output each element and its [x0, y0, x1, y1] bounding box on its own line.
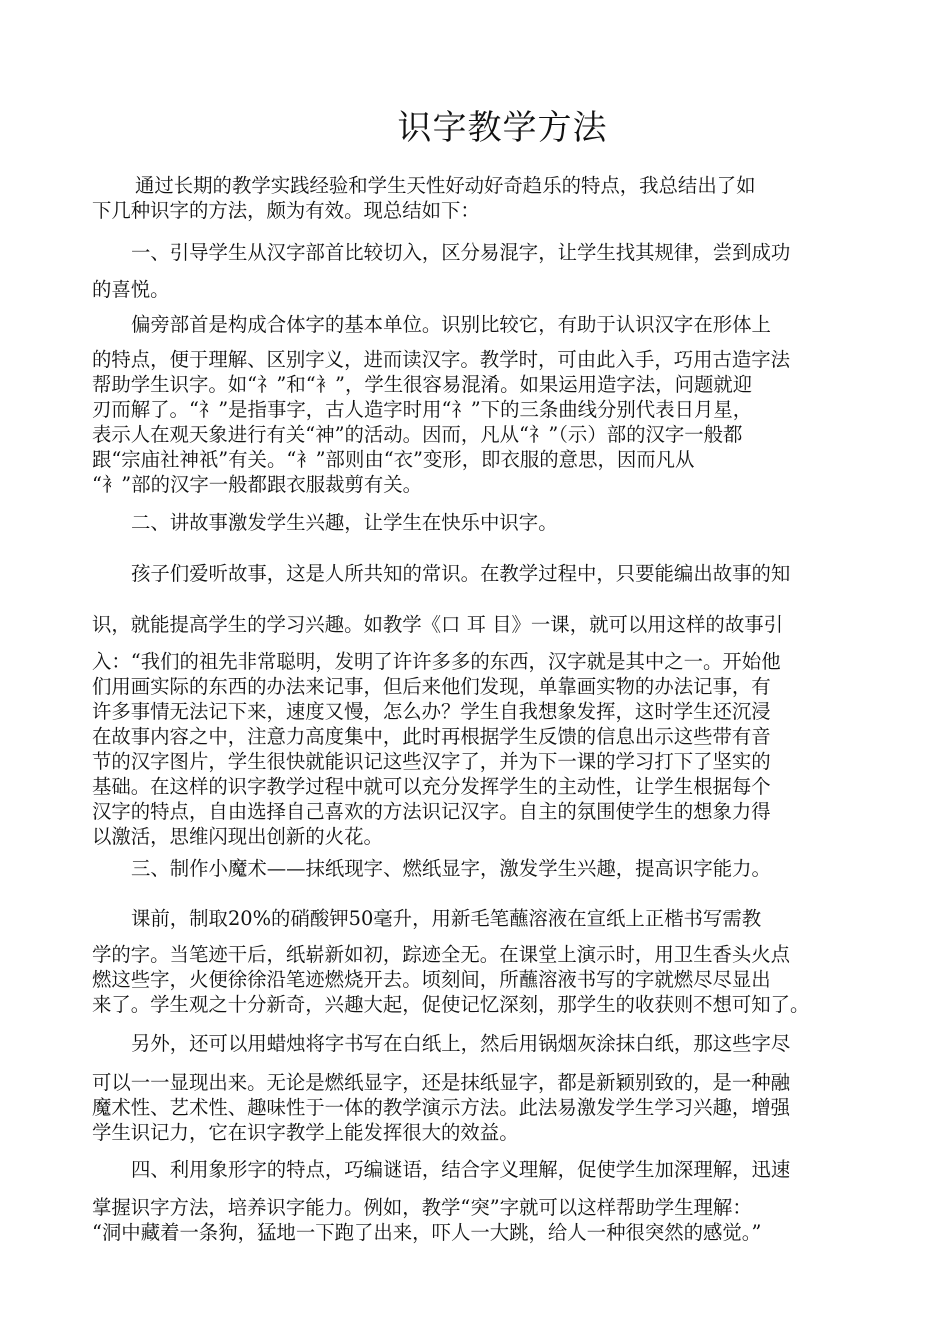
text-line: 基础。在这样的识字教学过程中就可以充分发挥学生的主动性，让学生根据每个	[92, 775, 771, 798]
text-line: 们用画实际的东西的办法来记事，但后来他们发现，单靠画实物的办法记事，有	[92, 675, 771, 698]
text-line: 三、制作小魔术——抹纸现字、燃纸显字，激发学生兴趣，提高识字能力。	[131, 857, 771, 880]
text-line: 学生识记力，它在识字教学上能发挥很大的效益。	[92, 1121, 519, 1144]
paragraph-method-3-extra	[92, 1070, 862, 1145]
text-line: 另外，还可以用蜡烛将字书写在白纸上，然后用锅烟灰涂抹白纸，那这些字尽	[131, 1032, 791, 1055]
document-title: 识字教学方法	[397, 108, 608, 148]
text-line: 识，就能提高学生的学习兴趣。如教学《口 耳 目》一课，就可以用这样的故事引	[92, 613, 783, 636]
text-line: 偏旁部首是构成合体字的基本单位。识别比较它，有助于认识汉字在形体上	[131, 313, 771, 336]
heading-method-3	[92, 856, 862, 881]
text-line: 节的汉字图片，学生很快就能识记这些汉字了，并为下一课的学习打下了坚实的	[92, 750, 771, 773]
text-line: 汉字的特点，自由选择自己喜欢的方法识记汉字。自主的氛围使学生的想象力得	[92, 800, 771, 823]
text-line: 燃这些字，火便徐徐沿笔迹燃烧开去。顷刻间，所蘸溶液书写的字就燃尽尽显出	[92, 968, 771, 991]
text-line: 可以一一显现出来。无论是燃纸显字，还是抹纸显字，都是新颖别致的，是一种融	[92, 1071, 791, 1094]
text-line: 一、引导学生从汉字部首比较切入，区分易混字，让学生找其规律，尝到成功	[131, 241, 791, 264]
text-line: 课前，制取20%的硝酸钾50毫升，用新毛笔蘸溶液在宣纸上正楷书写需教	[131, 907, 762, 930]
text-line: 以激活，思维闪现出创新的火花。	[92, 825, 383, 848]
text-line: 跟“宗庙社神祇”有关。“衤”部则由“衣”变形，即衣服的意思，因而凡从	[92, 448, 695, 471]
text-line: 掌握识字方法，培养识字能力。例如，教学“突”字就可以这样帮助学生理解：	[92, 1196, 752, 1219]
paragraph-method-2	[92, 612, 862, 849]
text-line: 二、讲故事激发学生兴趣，让学生在快乐中识字。	[131, 511, 558, 534]
text-line: “洞中藏着一条狗，猛地一下跑了出来，吓人一大跳，给人一种很突然的感觉。”	[92, 1221, 762, 1244]
text-line: 孩子们爱听故事，这是人所共知的常识。在教学过程中，只要能编出故事的知	[131, 562, 791, 585]
paragraph-method-3-extra-start	[92, 1031, 862, 1056]
text-line: 在故事内容之中，注意力高度集中，此时再根据学生反馈的信息出示这些带有音	[92, 725, 771, 748]
paragraph-method-3-start	[92, 906, 862, 931]
text-line: “衤”部的汉字一般都跟衣服裁剪有关。	[92, 473, 423, 496]
paragraph-method-1	[92, 312, 862, 497]
paragraph-method-3	[92, 942, 862, 1017]
text-line: 通过长期的教学实践经验和学生天性好动好奇趋乐的特点，我总结出了如	[135, 174, 756, 197]
text-line: 表示人在观天象进行有关“神”的活动。因而，凡从“礻”（示）部的汉字一般都	[92, 423, 743, 446]
paragraph-intro	[92, 173, 862, 223]
heading-method-2	[92, 510, 862, 535]
text-line: 的特点，便于理解、区别字义，进而读汉字。教学时，可由此入手，巧用古造字法	[92, 348, 791, 371]
text-line: 下几种识字的方法，颇为有效。现总结如下：	[92, 199, 480, 222]
text-line: 许多事情无法记下来，速度又慢，怎么办？学生自我想象发挥，这时学生还沉浸	[92, 700, 771, 723]
text-line: 的喜悦。	[92, 278, 170, 301]
text-line: 魔术性、艺术性、趣味性于一体的教学演示方法。此法易激发学生学习兴趣，增强	[92, 1096, 791, 1119]
text-line: 四、利用象形字的特点，巧编谜语，结合字义理解，促使学生加深理解，迅速	[131, 1158, 791, 1181]
text-line: 帮助学生识字。如“礻”和“衤”，学生很容易混淆。如果运用造字法，问题就迎	[92, 373, 753, 396]
text-line: 入：“我们的祖先非常聪明，发明了许许多多的东西，汉字就是其中之一。开始他	[92, 650, 781, 673]
heading-method-4	[92, 1157, 862, 1182]
heading-method-1	[92, 234, 862, 308]
paragraph-method-2-start	[92, 561, 862, 586]
text-line: 学的字。当笔迹干后，纸崭新如初，踪迹全无。在课堂上演示时，用卫生香头火点	[92, 943, 791, 966]
text-line: 刃而解了。“礻”是指事字，古人造字时用“礻”下的三条曲线分别代表日月星，	[92, 398, 753, 421]
paragraph-method-4	[92, 1195, 862, 1245]
text-line: 来了。学生观之十分新奇，兴趣大起，促使记忆深刻，那学生的收获则不想可知了。	[92, 993, 810, 1016]
